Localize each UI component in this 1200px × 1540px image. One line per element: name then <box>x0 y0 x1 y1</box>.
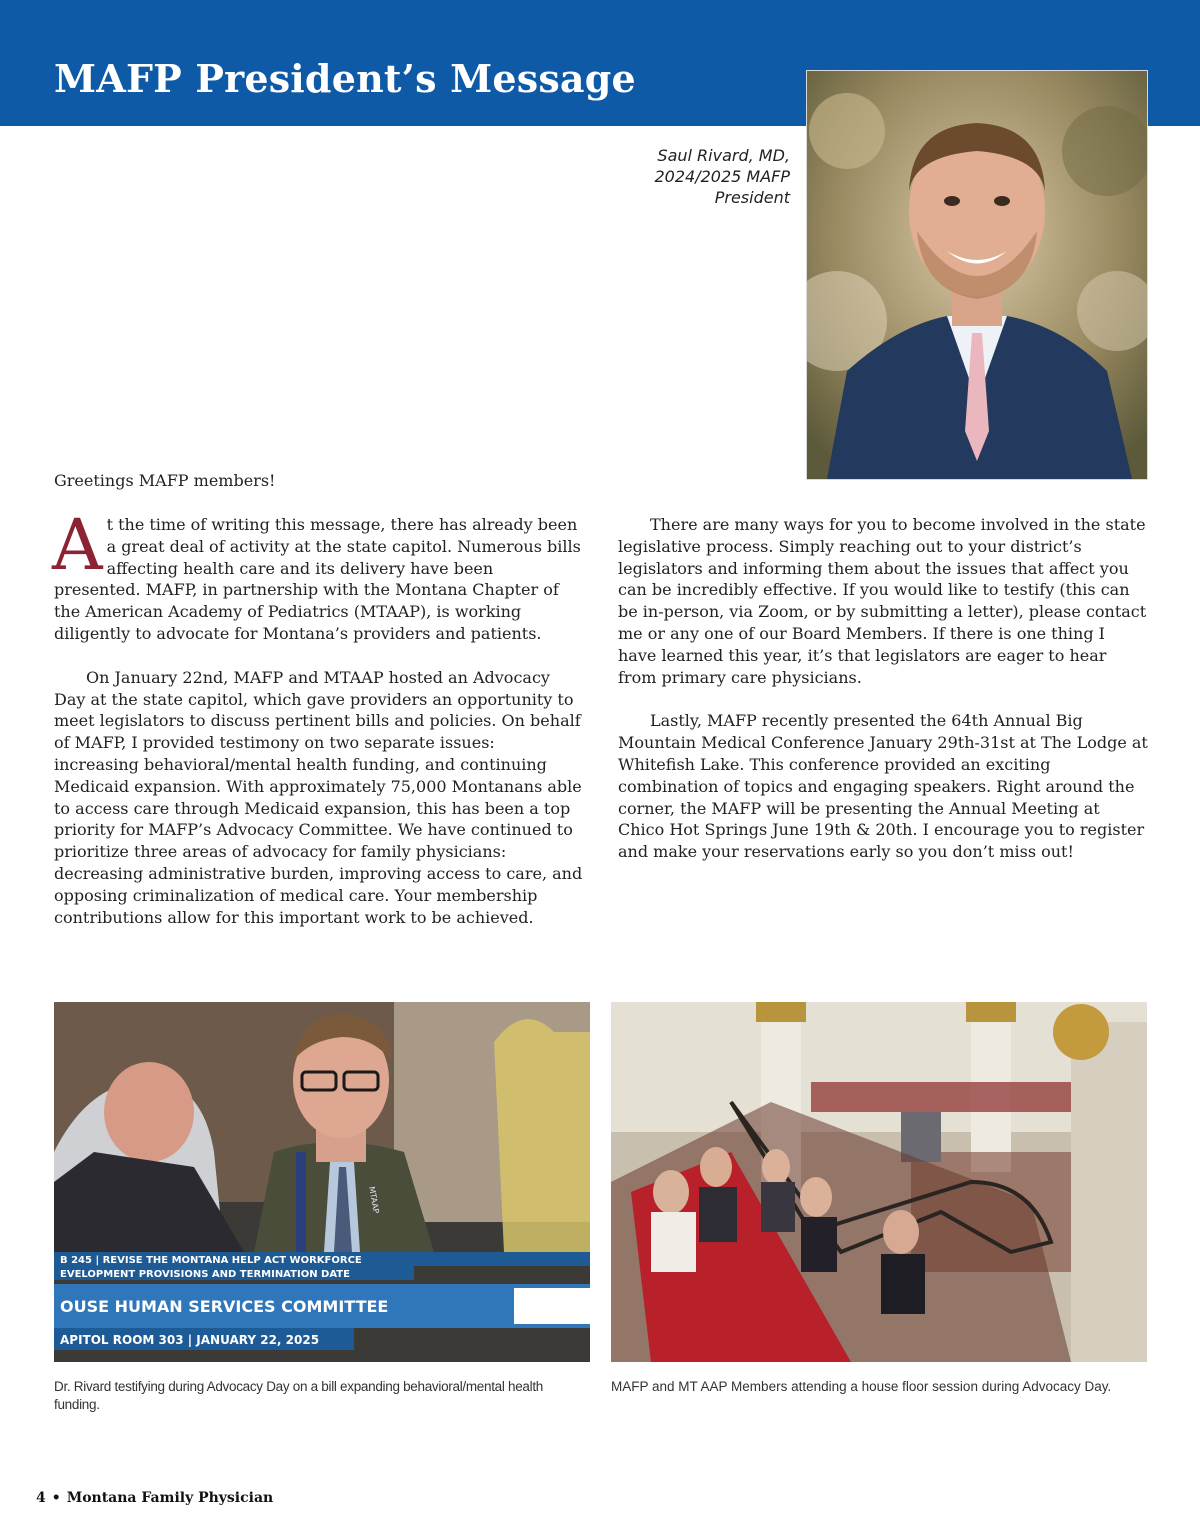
lanyard-text: MTAAP <box>367 1185 381 1215</box>
portrait-caption-title: President <box>714 188 790 208</box>
lower-third-line-1: B 245 | REVISE THE MONTANA HELP ACT WORKFORCE <box>60 1255 362 1266</box>
house-floor-photo <box>611 1002 1147 1362</box>
lower-third-line-4: APITOL ROOM 303 | JANUARY 22, 2025 <box>60 1333 320 1347</box>
paragraph-1-text: t the time of writing this message, there has already been a great deal of activity at the state capitol. Numerous bills affecting health care and its delivery have been presented. MAFP, in partnership with the Montana Chapter of the American Academy of Pediatrics (MTAAP), is working diligently to advocate for Montana’s providers and patients. <box>54 515 581 643</box>
house-floor-photo-caption: MAFP and MT AAP Members attending a house floor session during Advocacy Day. <box>611 1379 1112 1394</box>
testimony-photo <box>54 1002 590 1362</box>
drop-cap: A <box>52 504 103 586</box>
page-footer <box>36 1490 273 1506</box>
paragraph-3: There are many ways for you to become involved in the state legislative process. Simply reaching out to your district’s legislators and informing them about the issues that affect you can be incredibly effective. If you would like to testify (this can be in-person, via Zoom, or by submitting a letter), please contact me or any one of our Board Members. If there is one thing I have learned this year, it’s that legislators are eager to hear from primary care physicians. <box>618 515 1147 687</box>
portrait-caption-name: Saul Rivard, MD, <box>657 146 790 165</box>
paragraph-4: Lastly, MAFP recently presented the 64th Annual Big Mountain Medical Conference January 29th-31st at The Lodge at Whitefish Lake. This conference provided an exciting combination of topics and engaging speakers. Right around the corner, the MAFP will be presenting the Annual Meeting at Chico Hot Springs June 19th & 20th. I encourage you to register and make your reservations early so you don’t miss out! <box>618 711 1148 862</box>
page-title: MAFP President’s Message <box>54 56 636 101</box>
lower-third-line-3: OUSE HUMAN SERVICES COMMITTEE <box>60 1297 389 1316</box>
testimony-photo-caption: Dr. Rivard testifying during Advocacy Day on a bill expanding behavioral/mental health funding. <box>54 1379 543 1412</box>
portrait-caption-role: 2024/2025 MAFP <box>654 167 790 187</box>
page-number: 4 <box>36 1490 46 1506</box>
lower-third-line-2: EVELOPMENT PROVISIONS AND TERMINATION DATE <box>60 1269 350 1280</box>
paragraph-1 <box>52 504 584 645</box>
greeting: Greetings MAFP members! <box>54 471 276 490</box>
portrait-caption <box>590 145 790 208</box>
publication-name: Montana Family Physician <box>66 1490 274 1506</box>
letter-column-left <box>52 504 584 950</box>
footer-bullet: • <box>51 1490 61 1506</box>
president-portrait <box>806 70 1148 480</box>
letter-column-right <box>618 514 1148 885</box>
paragraph-2: On January 22nd, MAFP and MTAAP hosted an Advocacy Day at the state capitol, which gave providers an opportunity to meet legislators to discuss pertinent bills and policies. On behalf of MAFP, I provided testimony on two separate issues: increasing behavioral/mental health funding, and continuing Medicaid expansion. With approximately 75,000 Montanans able to access care through Medicaid expansion, this has been a top priority for MAFP’s Advocacy Committee. We have continued to prioritize three areas of advocacy for family physicians: decreasing administrative burden, improving access to care, and opposing criminalization of medical care. Your membership contributions allow for this important work to be achieved. <box>54 667 583 927</box>
